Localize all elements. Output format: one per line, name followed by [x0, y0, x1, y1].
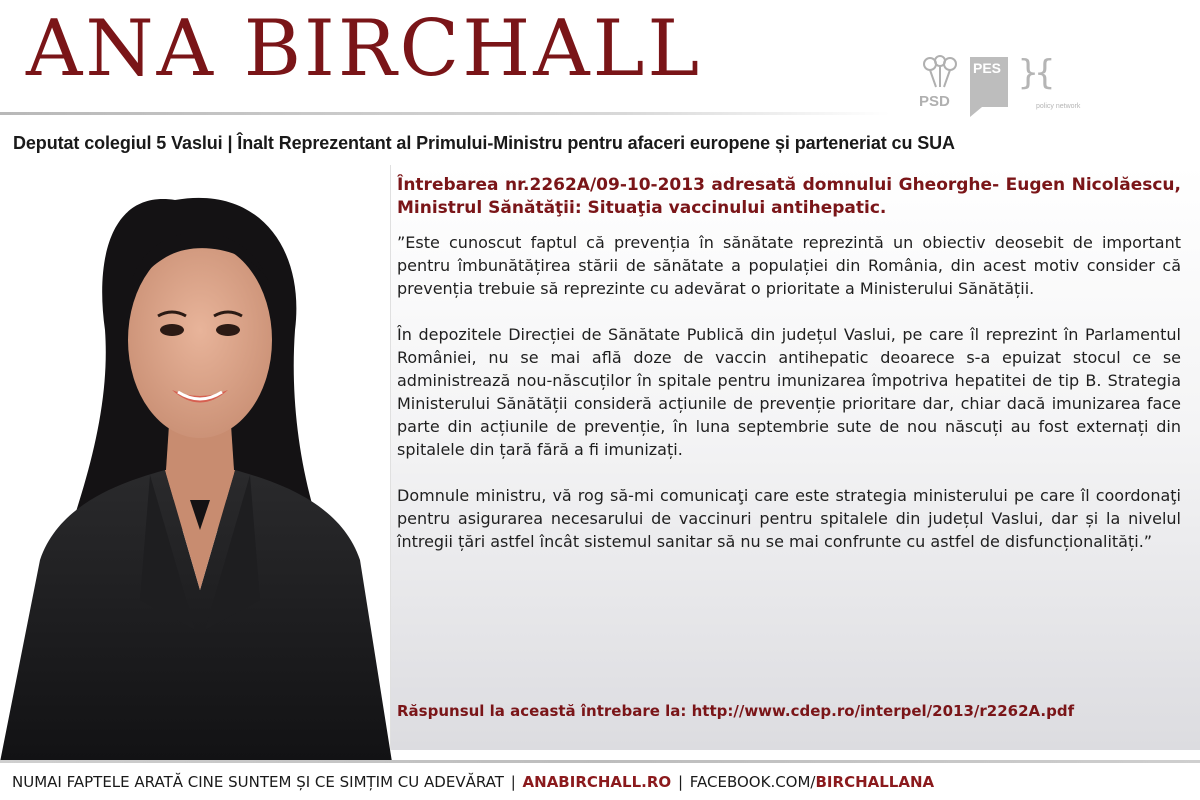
footer	[12, 773, 1192, 791]
footer-separator: |	[677, 773, 688, 791]
policy-network-label: policy network	[1036, 103, 1081, 110]
paragraph: În depozitele Direcției de Sănătate Publică din județul Vaslui, pe care îl reprezint în Parlamentul României, nu se mai află doze de vaccin antihepatic deoarece s-a epuizat stocul ce se administrează nou-născuților în spitale pentru imunizarea împotriva hepatitei de tip B. Strategia Ministerului Sănătății consideră acțiunile de prevenție prioritare dar, chiar dacă imunizarea face parte din acțiunile de prevenție, în luna septembrie sute de nou născuți au fost externați din spitalele din țară fără a fi imunizați.	[397, 325, 1181, 459]
footer-divider	[0, 760, 1200, 763]
party-logos	[910, 53, 1081, 120]
website-link[interactable]: ANABIRCHALL.RO	[522, 773, 672, 791]
header-name: ANA BIRCHALL	[26, 4, 703, 94]
question-title: Întrebarea nr.2262A/09-10-2013 adresată domnului Gheorghe- Eugen Nicolăescu, Ministrul Sănătăţii: Situaţia vaccinului antihepatic.	[397, 175, 1181, 218]
policy-network-icon: }{	[1018, 53, 1051, 93]
footer-separator: |	[510, 773, 521, 791]
psd-label: PSD	[919, 93, 950, 110]
header-subtitle: Deputat colegiul 5 Vaslui | Înalt Reprezentant al Primului-Ministru pentru afaceri europene și parteneriat cu SUA	[13, 133, 955, 153]
portrait-photo	[0, 170, 392, 762]
facebook-link[interactable]	[690, 773, 934, 791]
pes-speech-icon	[970, 107, 982, 117]
question-body	[397, 231, 1181, 576]
facebook-handle: BIRCHALLANA	[815, 773, 935, 791]
paragraph: Domnule ministru, vă rog să-mi comunicaţi care este strategia ministerului pe care îl coordonaţi pentru asigurarea necesarului de vaccinuri pentru spitalele din județul Vaslui, dar și la nivelul întregii țări astfel încât sistemul sanitar să nu se mai confrunte cu astfel de disfuncționalități.”	[397, 486, 1181, 551]
header-divider	[0, 112, 890, 115]
answer-link[interactable]: Răspunsul la această întrebare la: http://www.cdep.ro/interpel/2013/r2262A.pdf	[397, 702, 1075, 720]
facebook-prefix: FACEBOOK.COM/	[689, 773, 816, 791]
psd-logo	[915, 55, 965, 115]
paragraph: ”Este cunoscut faptul că prevenția în sănătate reprezintă un obiectiv deosebit de important pentru îmbunătățirea stării de sănătate a populației din România, din acest motiv consider că prevenția trebuie să reprezinte cu adevărat o prioritate a Ministerului Sănătății.	[397, 233, 1181, 298]
pes-logo	[970, 57, 1008, 107]
psd-rose-icon	[921, 55, 959, 89]
policy-network-logo	[1018, 53, 1081, 117]
footer-slogan: NUMAI FAPTELE ARATĂ CINE SUNTEM ȘI CE SIMȚIM CU ADEVĂRAT	[12, 773, 504, 791]
pes-label: PES	[973, 60, 1002, 76]
